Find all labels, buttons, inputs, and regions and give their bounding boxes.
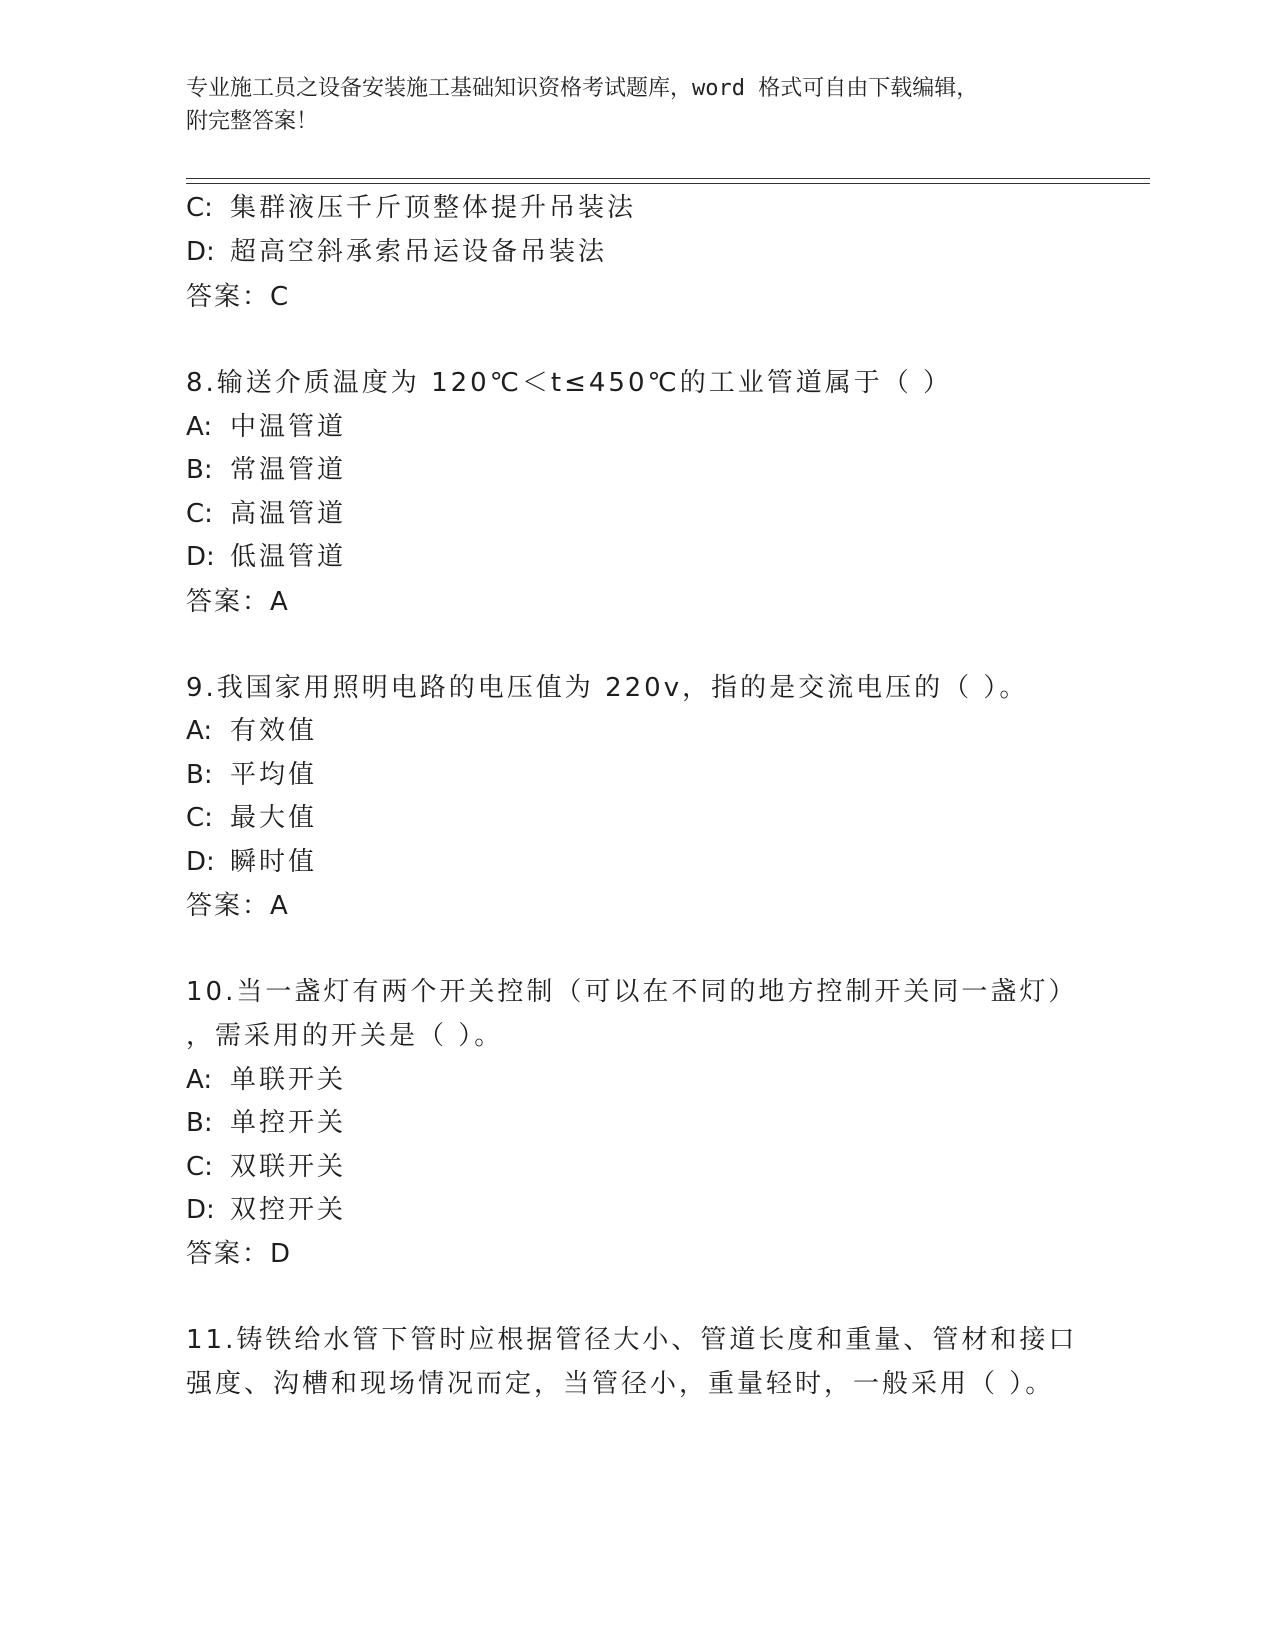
- option-text: 集群液压千斤顶整体提升吊装法: [230, 193, 637, 223]
- option-label: C:: [186, 1152, 213, 1182]
- q8-answer: [186, 585, 288, 619]
- option-text: 瞬时值: [230, 847, 318, 877]
- q9-stem: 9.我国家用照明电路的电压值为 220v，指的是交流电压的（ ）。: [186, 673, 1029, 703]
- answer-value: A: [270, 891, 288, 921]
- option-label: D:: [186, 847, 215, 877]
- option-label: C:: [186, 499, 213, 529]
- q9-option-c: [186, 801, 317, 835]
- option-text: 双联开关: [230, 1152, 347, 1182]
- option-label: C:: [186, 803, 213, 833]
- option-label: A:: [186, 716, 213, 746]
- q9-option-d: [186, 845, 317, 879]
- q7-option-d: [186, 235, 607, 269]
- option-text: 常温管道: [230, 455, 347, 485]
- option-label: D:: [186, 237, 215, 267]
- q9-option-b: [186, 758, 317, 792]
- q9-answer: [186, 889, 288, 923]
- answer-key: 答案：: [186, 282, 271, 312]
- q8-option-c: [186, 497, 346, 531]
- document-header: [186, 72, 1086, 138]
- option-text: 高温管道: [230, 499, 347, 529]
- q10-option-c: [186, 1150, 346, 1184]
- q7-option-c: [186, 191, 636, 225]
- option-label: A:: [186, 412, 213, 442]
- option-text: 超高空斜承索吊运设备吊装法: [230, 237, 608, 267]
- option-text: 中温管道: [230, 412, 347, 442]
- answer-value: A: [270, 587, 288, 617]
- q8-option-b: [186, 453, 346, 487]
- header-line-2: 附完整答案！: [186, 109, 319, 134]
- option-label: B:: [186, 455, 213, 485]
- header-line-1: 专业施工员之设备安装施工基础知识资格考试题库，word 格式可自由下载编辑，: [186, 76, 979, 101]
- option-text: 平均值: [230, 760, 318, 790]
- option-label: B:: [186, 1108, 213, 1138]
- answer-key: 答案：: [186, 1239, 271, 1269]
- q8-option-d: [186, 540, 346, 574]
- q10-option-d: [186, 1193, 346, 1227]
- option-text: 有效值: [230, 716, 318, 746]
- q10-option-b: [186, 1106, 346, 1140]
- q11-stem-line-2: 强度、沟槽和现场情况而定，当管径小，重量轻时，一般采用（ ）。: [186, 1369, 1055, 1399]
- option-label: D:: [186, 542, 215, 572]
- option-label: A:: [186, 1065, 213, 1095]
- header-divider-bottom: [186, 183, 1150, 184]
- option-label: C:: [186, 193, 213, 223]
- q7-answer: [186, 280, 288, 314]
- answer-key: 答案：: [186, 587, 271, 617]
- q9-option-a: [186, 714, 317, 748]
- q10-stem-line-2: ，需采用的开关是（ ）。: [186, 1021, 504, 1051]
- option-text: 低温管道: [230, 542, 347, 572]
- option-text: 双控开关: [230, 1195, 347, 1225]
- option-label: D:: [186, 1195, 215, 1225]
- q10-option-a: [186, 1063, 346, 1097]
- answer-value: C: [270, 282, 289, 312]
- header-divider-top: [186, 178, 1150, 179]
- option-text: 最大值: [230, 803, 318, 833]
- q8-stem: 8.输送介质温度为 120℃＜t≤450℃的工业管道属于（ ）: [186, 368, 952, 398]
- answer-value: D: [270, 1239, 291, 1269]
- answer-key: 答案：: [186, 891, 271, 921]
- option-text: 单控开关: [230, 1108, 347, 1138]
- q10-answer: [186, 1237, 290, 1271]
- q11-stem-line-1: 11.铸铁给水管下管时应根据管径大小、管道长度和重量、管材和接口: [186, 1325, 1078, 1355]
- q10-stem-line-1: 10.当一盏灯有两个开关控制（可以在不同的地方控制开关同一盏灯）: [186, 977, 1078, 1007]
- option-label: B:: [186, 760, 213, 790]
- q8-option-a: [186, 410, 346, 444]
- option-text: 单联开关: [230, 1065, 347, 1095]
